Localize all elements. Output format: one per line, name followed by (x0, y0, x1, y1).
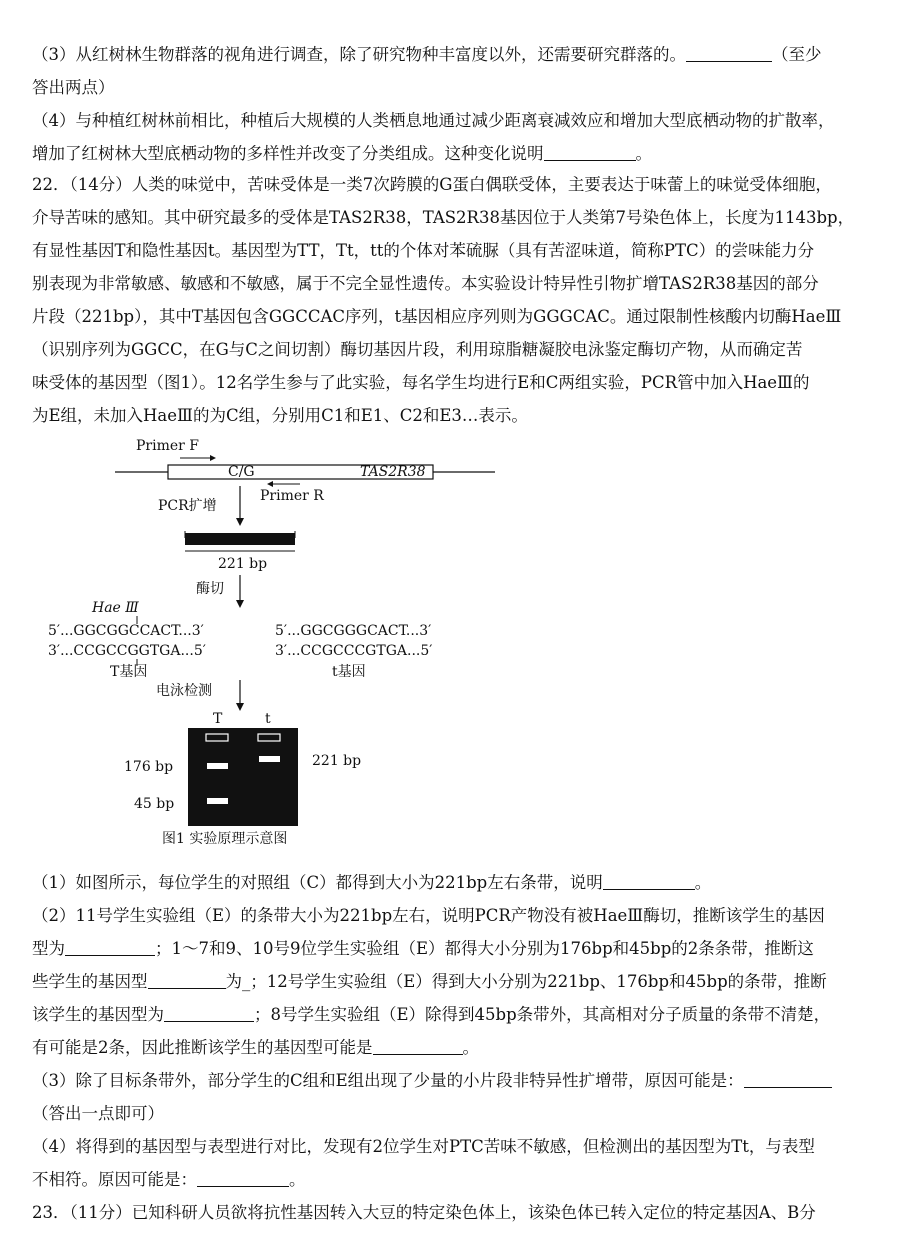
line-tail-text: 。 (694, 873, 712, 892)
t-gene-label: T基因 (110, 664, 148, 680)
step-digest-label: 酶切 (196, 581, 224, 597)
gel (188, 728, 298, 826)
figure-1-svg (48, 430, 510, 860)
question-22-subquestions (32, 866, 878, 1229)
q21-line (32, 71, 878, 104)
line-text: （1）如图所示，每位学生的对照组（C）都得到大小为221bp左右条带，说明 (32, 873, 603, 892)
q22-sub-line (32, 899, 878, 932)
figure-caption: 图1 实验原理示意图 (162, 831, 288, 847)
primer-f-arrowhead (210, 455, 216, 461)
q22-sub-line (32, 1031, 878, 1064)
answer-blank[interactable] (373, 1038, 463, 1056)
q22-line (32, 201, 878, 234)
answer-blank[interactable] (544, 144, 636, 162)
line-text: 该学生的基因型为 (32, 1005, 164, 1024)
primer-r-arrowhead (267, 481, 273, 487)
q21-line (32, 104, 878, 137)
line-text: 别表现为非常敏感、敏感和不敏感，属于不完全显性遗传。本实验设计特异性引物扩增TAS2R38基因的部分 (32, 274, 819, 293)
answer-blank[interactable] (603, 873, 695, 891)
line-text: 22．（14分）人类的味觉中，苦味受体是一类7次跨膜的G蛋白偶联受体，主要表达于味蕾上的味觉受体细胞， (32, 175, 832, 194)
answer-blank[interactable] (197, 1170, 289, 1188)
q22-line (32, 234, 878, 267)
small-t-gene-label: t基因 (332, 664, 366, 680)
small-t-seq-top: 5′...GGCGGGCACT...3′ (275, 623, 432, 639)
band-45-label: 45 bp (134, 796, 175, 812)
line-text: 有显性基因T和隐性基因t。基因型为TT，Tt，tt的个体对苯硫脲（具有苦涩味道，简称PTC）的尝味能力分 (32, 241, 815, 260)
q22-line (32, 300, 878, 333)
line-text: 些学生的基因型 (32, 972, 148, 991)
q22-sub-line (32, 932, 878, 965)
answer-blank[interactable] (686, 45, 772, 63)
q22-sub-line (32, 1130, 878, 1163)
question-22-stem (32, 168, 878, 432)
q22-sub-line (32, 1097, 878, 1130)
enzyme-label: Hae Ⅲ (92, 600, 139, 616)
site-label: C/G (228, 464, 255, 480)
small-t-seq-bottom: 3′...CCGCCCGTGA...5′ (275, 643, 433, 659)
q22-line (32, 333, 878, 366)
line-text: 有可能是2条，因此推断该学生的基因型可能是 (32, 1038, 373, 1057)
line-text: 味受体的基因型（图1）。12名学生参与了此实验，每名学生均进行E和C两组实验，PCR管中加入HaeⅢ的 (32, 373, 810, 392)
line-text: 为E组，未加入HaeⅢ的为C组，分别用C1和E1、C2和E3…表示。 (32, 406, 528, 425)
line-text: （3）除了目标条带外，部分学生的C组和E组出现了少量的小片段非特异性扩增带，原因可能是： (32, 1071, 744, 1090)
line-text: 不相符。原因可能是： (32, 1170, 197, 1189)
band-221-label: 221 bp (312, 753, 362, 769)
line-text: （3）从红树林生物群落的视角进行调查，除了研究物种丰富度以外，还需要研究群落的。 (32, 45, 686, 64)
line-tail-text: （至少 (772, 45, 822, 64)
primer-r-label: Primer R (260, 488, 324, 504)
answer-blank[interactable] (744, 1071, 832, 1089)
electro-arrowhead (236, 703, 244, 711)
figure-1-experiment-principle (48, 430, 510, 860)
line-text: （答出一点即可） (32, 1104, 164, 1123)
q21-line (32, 137, 878, 170)
answer-blank[interactable] (65, 939, 155, 957)
band-T-45 (207, 798, 228, 804)
q22-sub-line (32, 1064, 878, 1097)
q22-sub-line (32, 1163, 878, 1196)
answer-blank[interactable] (164, 1005, 254, 1023)
question-21-continuation (32, 38, 878, 170)
line-tail-text: 。 (462, 1038, 479, 1057)
t-seq-top: 5′...GGCGGCCACT...3′ (48, 623, 204, 639)
line-tail-text: ；8号学生实验组（E）除得到45bp条带外，其高相对分子质量的条带不清楚， (254, 1005, 831, 1024)
q21-line (32, 38, 878, 71)
pcr-product-bar (185, 533, 295, 545)
line-text: 型为 (32, 939, 65, 958)
primer-f-label: Primer F (136, 438, 200, 454)
line-text: （2）11号学生实验组（E）的条带大小为221bp左右，说明PCR产物没有被HaeⅢ酶切，推断该学生的基因 (32, 906, 825, 925)
line-text: 增加了红树林大型底栖动物的多样性并改变了分类组成。这种变化说明 (32, 144, 544, 163)
q22-sub-line (32, 866, 878, 899)
line-tail-text: ；1～7和9、10号9位学生实验组（E）都得大小分别为176bp和45bp的2条条带，推断这 (155, 939, 814, 958)
product-size-label: 221 bp (218, 556, 268, 572)
lane-T-label: T (213, 711, 223, 727)
step-electro-label: 电泳检测 (156, 683, 212, 699)
t-seq-bottom: 3′...CCGCCGGTGA...5′ (48, 643, 206, 659)
line-text: 答出两点） (32, 78, 115, 97)
lane-t-label: t (265, 711, 271, 727)
answer-blank[interactable] (148, 972, 226, 990)
line-tail-text: 。 (289, 1170, 306, 1189)
q22-sub-line (32, 965, 878, 998)
line-text: （4）将得到的基因型与表型进行对比，发现有2位学生对PTC苦味不敏感，但检测出的基因型为Tt，与表型 (32, 1137, 815, 1156)
line-text: 介导苦味的感知。其中研究最多的受体是TAS2R38，TAS2R38基因位于人类第7号染色体上，长度为1143bp， (32, 208, 855, 227)
q22-sub-line (32, 998, 878, 1031)
line-tail-text: 。 (635, 144, 652, 163)
gene-label: TAS2R38 (360, 464, 426, 480)
line-text: （识别序列为GGCC，在G与C之间切割）酶切基因片段，利用琼脂糖凝胶电泳鉴定酶切产物，从而确定苦 (32, 340, 803, 359)
digest-arrowhead (236, 600, 244, 608)
q22-line (32, 366, 878, 399)
line-tail-text: 为_；12号学生实验组（E）得到大小分别为221bp、176bp和45bp的条带，推断 (225, 972, 827, 991)
band-176-label: 176 bp (124, 759, 174, 775)
step-pcr-label: PCR扩增 (158, 498, 217, 514)
q22-line (32, 168, 878, 201)
line-text: 片段（221bp），其中T基因包含GGCCAC序列，t基因相应序列则为GGGCAC。通过限制性核酸内切酶HaeⅢ (32, 307, 842, 326)
pcr-arrowhead (236, 518, 244, 526)
q22-sub-line (32, 1196, 878, 1229)
line-text: 23．（11分）已知科研人员欲将抗性基因转入大豆的特定染色体上，该染色体已转入定位的特定基因A、B分 (32, 1203, 816, 1222)
band-T-176 (207, 763, 228, 769)
q22-line (32, 267, 878, 300)
line-text: （4）与种植红树林前相比，种植后大规模的人类栖息地通过减少距离衰减效应和增加大型底栖动物的扩散率， (32, 111, 835, 130)
q22-line (32, 399, 878, 432)
band-t-221 (259, 756, 280, 762)
